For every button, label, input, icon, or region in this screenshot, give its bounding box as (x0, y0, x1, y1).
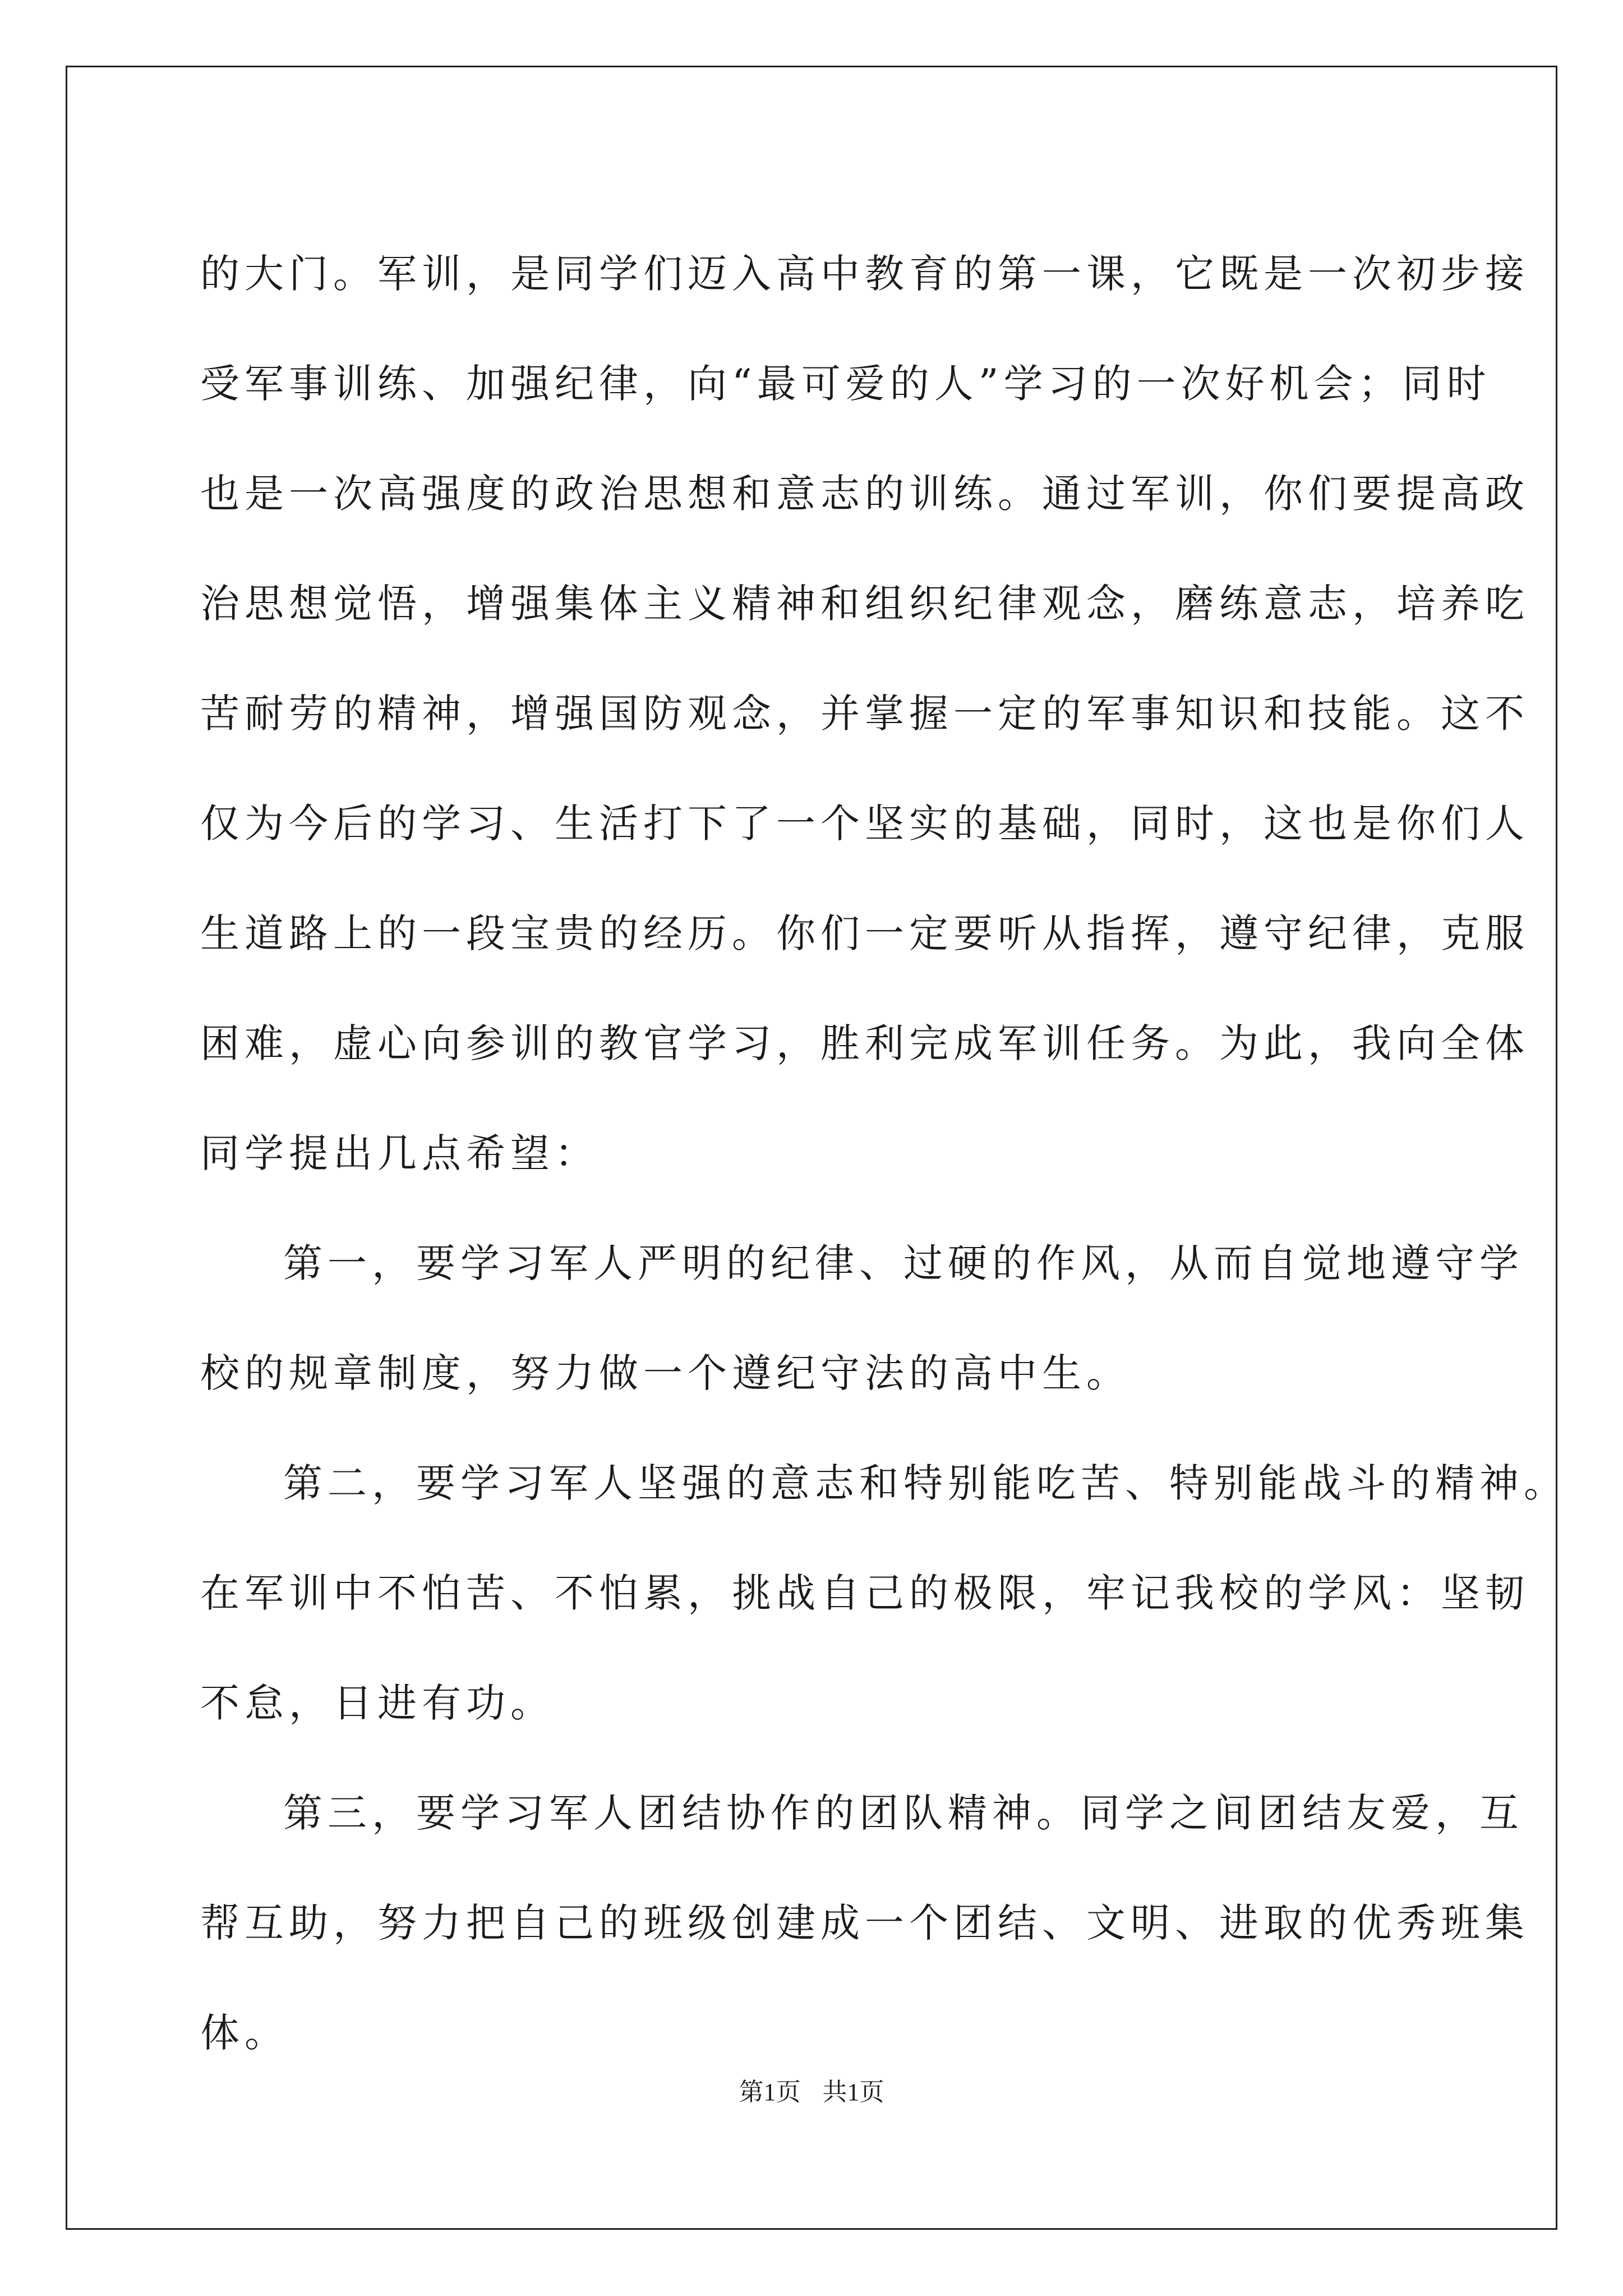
text-line: 也是一次高强度的政治思想和意志的训练。通过军训，你们要提高政 (200, 471, 1529, 517)
text-line: 第三，要学习军人团结协作的团队精神。同学之间团结友爱，互 (283, 1790, 1524, 1836)
text-line: 苦耐劳的精神，增强国防观念，并掌握一定的军事知识和技能。这不 (200, 691, 1529, 737)
page-footer (0, 2076, 1623, 2109)
text-line: 的大门。军训，是同学们迈入高中教育的第一课，它既是一次初步接 (200, 251, 1529, 297)
text-line: 同学提出几点希望： (200, 1130, 599, 1176)
page-total: 共1页 (822, 2078, 884, 2106)
text-line: 生道路上的一段宝贵的经历。你们一定要听从指挥，遵守纪律，克服 (200, 910, 1529, 956)
text-line: 校的规章制度，努力做一个遵纪守法的高中生。 (200, 1350, 1131, 1396)
text-line: 困难，虚心向参训的教官学习，胜利完成军训任务。为此，我向全体 (200, 1020, 1529, 1066)
text-line: 治思想觉悟，增强集体主义精神和组织纪律观念，磨练意志，培养吃 (200, 581, 1529, 627)
text-line: 仅为今后的学习、生活打下了一个坚实的基础，同时，这也是你们人 (200, 800, 1529, 846)
text-line: 不怠，日进有功。 (200, 1680, 555, 1726)
text-line: 帮互助，努力把自己的班级创建成一个团结、文明、进取的优秀班集 (200, 1900, 1529, 1946)
text-line: 第一，要学习军人严明的纪律、过硬的作风，从而自觉地遵守学 (283, 1240, 1524, 1286)
document-body (200, 219, 1568, 2088)
text-line: 第二，要学习军人坚强的意志和特别能吃苦、特别能战斗的精神。 (283, 1460, 1568, 1506)
text-line: 体。 (200, 2010, 289, 2056)
text-line: 受军事训练、加强纪律，向“最可爱的人”学习的一次好机会；同时 (200, 361, 1491, 407)
text-line: 在军训中不怕苦、不怕累，挑战自己的极限，牢记我校的学风：坚韧 (200, 1570, 1529, 1616)
page-number: 第1页 (739, 2078, 801, 2106)
